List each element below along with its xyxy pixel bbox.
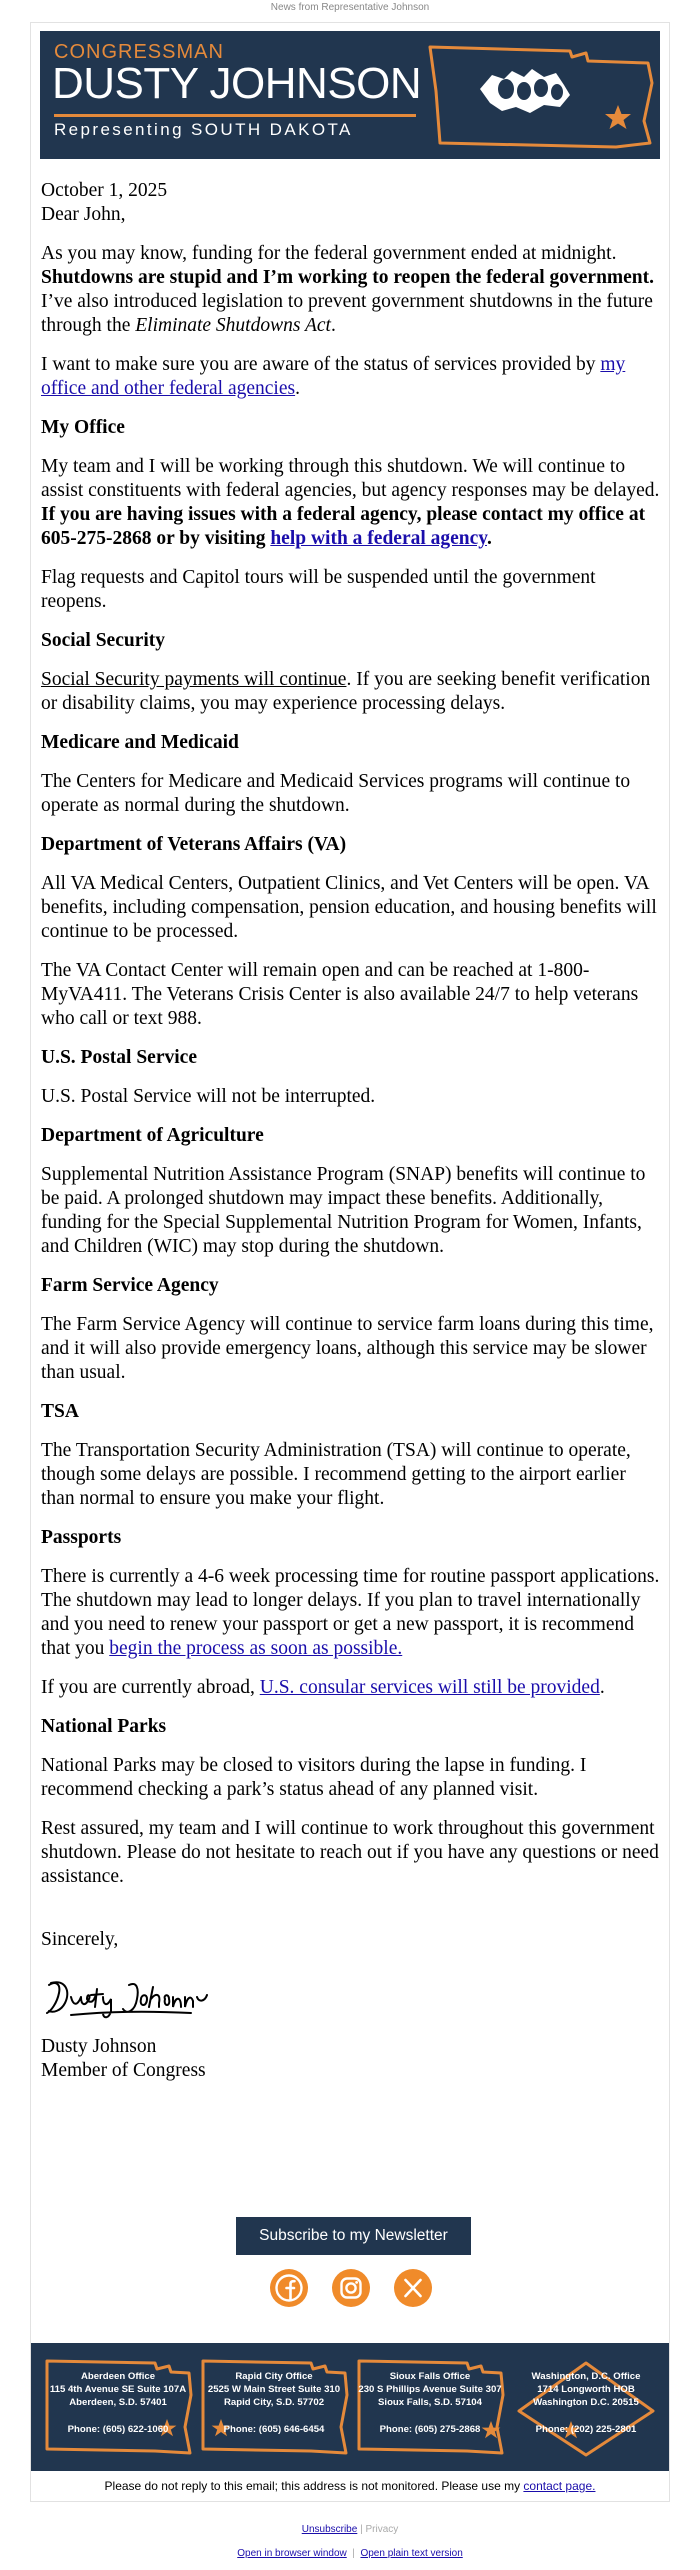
tsa-paragraph: The Transportation Security Administration (TSA) will continue to operate, though some delays are possible. I recommend getting to the airport earlier than normal to ensure you make your flight. [41,1440,631,1509]
va-paragraph-2: The VA Contact Center will remain open and can be reached at 1-800-MyVA411. The Veterans Crisis Center is also available 24/7 to help veterans who call or text 988. [41,960,639,1029]
usps-paragraph: U.S. Postal Service will not be interrupted. [41,1086,376,1107]
flag-requests-paragraph: Flag requests and Capitol tours will be suspended until the government reopens. [41,567,596,612]
intro-end: . [330,315,336,336]
va-heading: Department of Veterans Affairs (VA) [41,834,347,855]
office-title: Rapid City Office [235,2371,313,2382]
instagram-icon[interactable] [332,2269,370,2307]
office-address-line2: Aberdeen, S.D. 57401 [69,2397,167,2408]
office-phone: Phone: (202) 225-2801 [535,2424,637,2435]
office-card-aberdeen [43,2357,193,2457]
closing-paragraph: Rest assured, my team and I will continue to work throughout this government shutdown. Please do not hesitate to reach out if you have any questions or need assistance. [41,1818,659,1887]
banner-eyebrow: CONGRESSMAN [54,41,224,63]
abroad-end: . [599,1677,605,1698]
banner-rule [54,114,416,117]
social-security-link[interactable]: Social Security payments will continue [41,669,347,690]
office-card-rapid-city [199,2357,349,2457]
parks-heading: National Parks [41,1716,167,1737]
signature-title: Member of Congress [41,2060,206,2081]
office-title: Washington, D.C. Office [531,2371,641,2382]
fsa-heading: Farm Service Agency [41,1275,219,1296]
office-address-line1: 115 4th Avenue SE Suite 107A [49,2384,187,2395]
office-title: Sioux Falls Office [389,2371,471,2382]
letter-date: October 1, 2025 [41,180,168,201]
begin-passport-process-link[interactable]: begin the process as soon as possible. [109,1638,403,1659]
banner-name: DUSTY JOHNSON [52,59,422,108]
office-address-line2: Rapid City, S.D. 57702 [223,2397,325,2408]
my-office-end: . [486,528,492,549]
intro-bold-text: Shutdowns are stupid and I’m working to reopen the federal government. [41,267,655,288]
signature-name: Dusty Johnson [41,2036,157,2057]
signature-image [41,1967,661,2027]
office-card-sioux-falls [355,2357,505,2457]
office-address-line1: 230 S Phillips Avenue Suite 307 [358,2384,502,2395]
letter-content [41,179,661,2083]
intro-text-rest: I’ve also introduced legislation to prevent government shutdowns in the future through the [41,291,653,336]
open-in-browser-link[interactable]: Open in browser window [237,2548,347,2559]
no-reply-notice [31,2479,669,2493]
intro-text: As you may know, funding for the federal government ended at midnight. [41,243,617,264]
services-text: I want to make sure you are aware of the status of services provided by [41,354,601,375]
agriculture-paragraph: Supplemental Nutrition Assistance Program (SNAP) benefits will continue to be paid. A prolonged shutdown may impact these benefits. Additionally, funding for the Special Supplemental Nutrition Program for Women, Infants, and Children (WIC) may stop during the shutdown. [41,1164,646,1257]
passports-heading: Passports [41,1527,122,1548]
unsubscribe-link[interactable]: Unsubscribe [301,2524,358,2535]
office-address-line1: 1714 Longworth HOB [537,2384,635,2395]
preheader: News from Representative Johnson [270,2,430,13]
office-address-line2: Sioux Falls, S.D. 57104 [378,2397,482,2408]
email-container [30,22,670,2502]
unsubscribe-row: Unsubscribe | Privacy [301,2524,399,2535]
consular-services-link[interactable]: U.S. consular services will still be provided [259,1677,600,1698]
banner-tagline: Representing SOUTH DAKOTA [54,120,353,139]
privacy-link[interactable]: Privacy [365,2524,399,2535]
contact-office-bold-text: If you are having issues with a federal agency, please contact my office at 605-275-2868 or by visiting [41,504,646,549]
medicare-heading: Medicare and Medicaid [41,732,239,753]
usps-heading: U.S. Postal Service [41,1047,197,1068]
spacer [41,1904,661,1928]
fsa-paragraph: The Farm Service Agency will continue to service farm loans during this time, and it will also provide emergency loans, although this service may be slower than usual. [41,1314,654,1383]
passports-paragraph-1 [41,1565,661,1661]
va-paragraph-1: All VA Medical Centers, Outpatient Clinics, and Vet Centers will be open. VA benefits, including compensation, pension education, and housing benefits will continue to be processed. [41,873,657,942]
office-phone: Phone: (605) 275-2868 [379,2424,481,2435]
my-office-text: My team and I will be working through this shutdown. We will continue to assist constituents with federal agencies, but agency responses may be delayed. [41,456,660,501]
south-dakota-map-graphic [420,31,660,159]
signoff: Sincerely, [41,1929,119,1950]
social-security-heading: Social Security [41,630,166,651]
my-office-heading: My Office [41,417,125,438]
office-address-line1: 2525 W Main Street Suite 310 [207,2384,341,2395]
agriculture-heading: Department of Agriculture [41,1125,264,1146]
office-title: Aberdeen Office [80,2371,156,2382]
services-paragraph [41,353,661,401]
social-security-text: . If you are seeking benefit verification or disability claims, you may experience processing delays. [41,669,651,714]
intro-paragraph [41,242,661,338]
plain-text-link[interactable]: Open plain text version [360,2548,463,2559]
no-reply-text: Please do not reply to this email; this address is not monitored. Please use my [104,2479,524,2493]
office-locations-band [31,2343,669,2471]
office-card-washington-dc [511,2357,661,2457]
office-phone: Phone: (605) 622-1060 [67,2424,169,2435]
services-end: . [295,378,300,399]
parks-paragraph: National Parks may be closed to visitors during the lapse in funding. I recommend checking a park’s status ahead of any planned visit. [41,1755,587,1800]
letter-greeting: Dear John, [41,204,126,225]
office-address-line2: Washington D.C. 20515 [533,2397,639,2408]
passports-paragraph-2 [41,1676,661,1700]
social-links [270,2269,432,2309]
medicare-paragraph: The Centers for Medicare and Medicaid Services programs will continue to operate as normal during the shutdown. [41,771,631,816]
social-security-paragraph [41,668,661,716]
abroad-text: If you are currently abroad, [41,1677,260,1698]
act-name: Eliminate Shutdowns Act [135,315,331,336]
tsa-heading: TSA [41,1401,79,1422]
view-options-row: Open in browser window | Open plain text version [237,2548,463,2559]
my-office-paragraph [41,455,661,551]
help-federal-agency-link[interactable]: help with a federal agency [270,528,487,549]
header-banner [40,31,660,159]
office-agencies-link[interactable]: my office and other federal agencies [41,354,626,399]
contact-page-link[interactable]: contact page. [523,2479,596,2493]
x-icon[interactable] [394,2269,432,2307]
office-phone: Phone: (605) 646-6454 [223,2424,325,2435]
facebook-icon[interactable] [270,2269,308,2307]
subscribe-newsletter-button[interactable]: Subscribe to my Newsletter [236,2217,471,2255]
passports-text: There is currently a 4-6 week processing time for routine passport applications. The shutdown may lead to longer delays. If you plan to travel internationally and you need to renew your passport or get a new passport, it is recommend that you [41,1566,660,1659]
